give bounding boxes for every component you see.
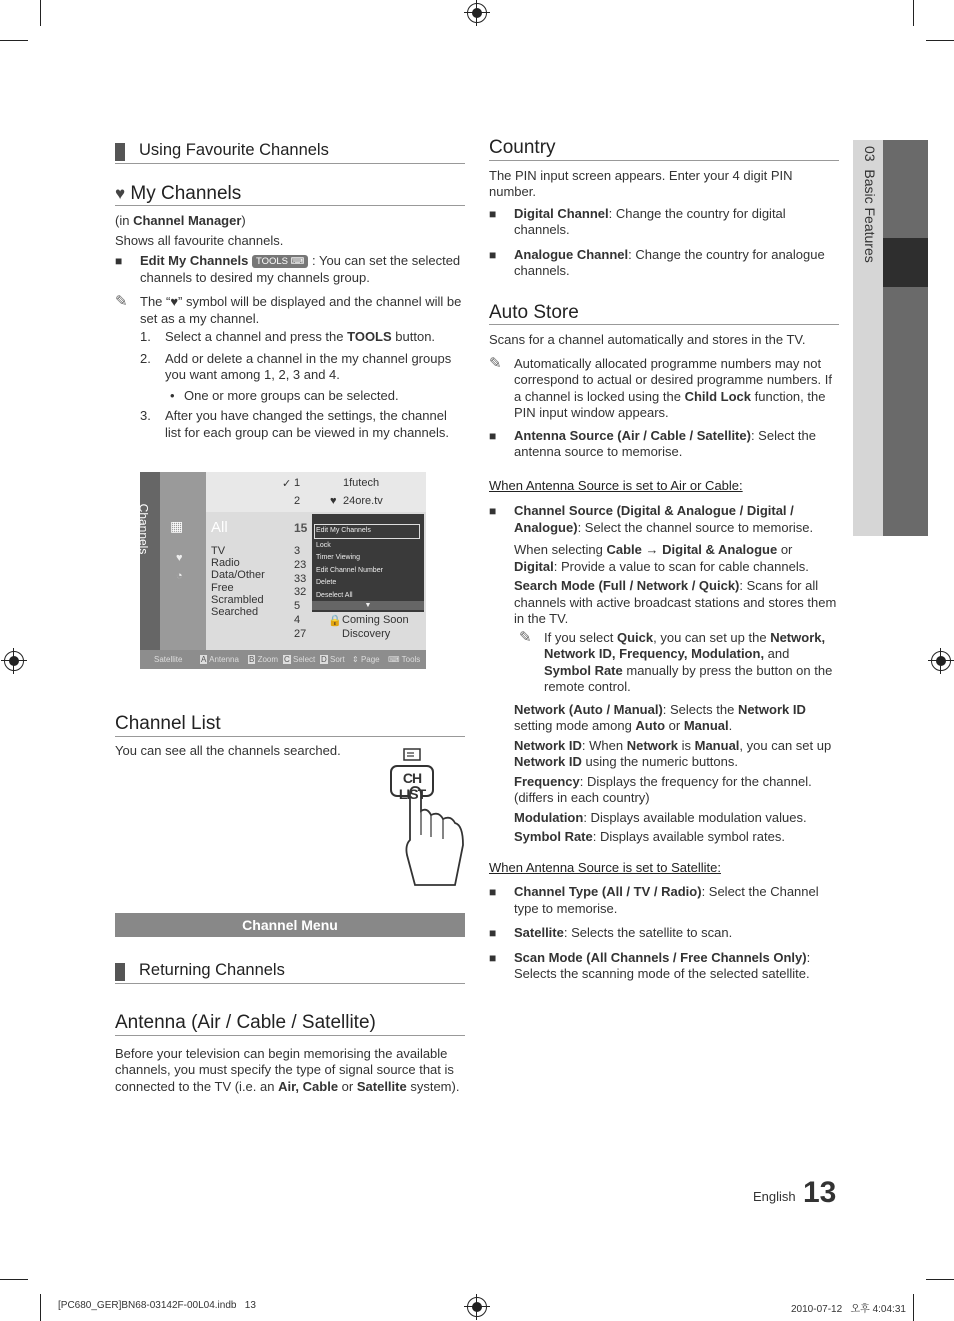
channel-1futech: 1futech [343, 477, 380, 489]
heart-icon: ♥ [115, 183, 126, 203]
scan-mode-item: ■ Scan Mode (All Channels / Free Channels Only): Selects the scanning mode of the selected satellite. [489, 950, 839, 983]
chapter-tab-dark [883, 140, 928, 536]
antenna-source-item: ■ Antenna Source (Air / Cable / Satellite): Select the antenna source to memorise. [489, 428, 839, 461]
section-using-favourite: Using Favourite Channels [115, 140, 465, 164]
channel-list-desc: You can see all the channels searched. [115, 742, 341, 758]
channel-list-screen [136, 472, 426, 669]
right-column [489, 137, 839, 983]
category-list: TV Radio Data/Other Free Scrambled Searched [211, 545, 265, 619]
my-channels-heading [115, 182, 465, 207]
air-cable-heading: When Antenna Source is set to Air or Cable: [489, 477, 743, 493]
satellite-heading: When Antenna Source is set to Satellite: [489, 859, 721, 875]
tv-icon: ▦ [170, 518, 184, 534]
registration-mark-icon [467, 1297, 487, 1317]
popup-edit-channel-number[interactable]: Edit Channel Number [316, 567, 383, 574]
chapter-title: Basic Features [862, 169, 878, 263]
analogue-channel-item: ■ Analogue Channel: Change the country for analogue channels. [489, 247, 839, 280]
heart-icon: ♥ [330, 495, 337, 507]
step-3: 3. After you have changed the settings, the channel list for each group can be viewed in my channels. [140, 408, 449, 440]
antenna-desc: Before your television can begin memorising the available channels, you must specify the type of signal source that is connected to the TV (i.e. an Air, Cable or Satellite system). [115, 1045, 460, 1094]
country-desc: The PIN input screen appears. Enter your 4 digit PIN number. [489, 167, 793, 199]
footer-date: 2010-07-12 오후 4:04:31 [791, 1304, 906, 1315]
screen-side-bar [136, 472, 160, 650]
screen-main: All 15 TV Radio Data/Other Free Scrambled Searched 3 23 33 32 5 4 27 🔒 Coming Soon Discovery [206, 512, 426, 650]
crop-mark [926, 1279, 954, 1280]
satellite-item: ■ Satellite: Selects the satellite to scan. [489, 925, 839, 942]
note-pencil-icon: ✎ [115, 293, 128, 310]
network-mode-item: Network (Auto / Manual): Selects the Network ID setting mode among Auto or Manual. [514, 701, 806, 733]
channel-list-heading: Channel List [115, 716, 465, 737]
crop-mark [0, 1279, 28, 1280]
note-pencil-icon: ✎ [519, 628, 532, 646]
step-2: 2. Add or delete a channel in the my channel groups you want among 1, 2, 3 and 4. [140, 350, 452, 382]
updown-icon: ⇕ [352, 655, 359, 664]
step-2-sub: • One or more groups can be selected. [115, 388, 465, 405]
digital-channel-item: ■ Digital Channel: Change the country for digital channels. [489, 206, 839, 239]
channel-source-item: ■ Channel Source (Digital & Analogue / Digital / Analogue): Select the channel source to memorise. [489, 503, 839, 536]
returning-section [115, 960, 465, 984]
antenna-section [115, 1012, 465, 1095]
edit-my-channels-item: ■ Edit My Channels TOOLS ⌨ : You can set the selected channels to desired my channels group. [115, 253, 465, 286]
ch-list-label: CH LIST [398, 770, 426, 802]
check-icon: ✓ [282, 478, 292, 490]
note-pencil-icon: ✎ [489, 354, 502, 372]
my-channels-title: My Channels [130, 182, 242, 204]
heart-note: ✎ The “♥” symbol will be displayed and the channel will be set as a my channel. [115, 293, 462, 326]
screen-bottom-bar: Satellite A Antenna B Zoom C Select D Sort ⇕ Page ⌨ Tools [140, 650, 426, 669]
popup-delete[interactable]: Delete [316, 579, 337, 586]
category-all: All [211, 519, 228, 536]
symbol-rate-item: Symbol Rate: Displays available symbol rates. [514, 829, 785, 844]
chapter-label [862, 146, 878, 263]
search-mode-item: Search Mode (Full / Network / Quick): Scans for all channels with active broadcast stations and stores them in the TV. [514, 578, 837, 626]
auto-store-desc: Scans for a channel automatically and stores in the TV. [489, 332, 806, 347]
popup-lock[interactable]: Lock [316, 542, 331, 549]
screen-side-label: Channels [136, 503, 151, 555]
crop-mark [913, 1294, 914, 1321]
crop-mark [40, 0, 41, 26]
crop-mark [0, 40, 28, 41]
tools-icon: ⌨ [388, 655, 400, 664]
crop-mark [913, 0, 914, 26]
tools-popup-menu [312, 514, 424, 612]
step-1: 1. Select a channel and press the TOOLS button. [140, 329, 436, 344]
clock-icon: ◔ [176, 570, 183, 582]
channel-24ore: 24ore.tv [343, 495, 383, 507]
chapter-tab-marker [883, 238, 928, 287]
heart-icon: ♥ [176, 552, 183, 564]
country-heading: Country [489, 140, 839, 161]
lock-icon: 🔒 [328, 615, 342, 627]
screen-top-rows: ✓ 1 1futech 2 ♥ 24ore.tv [206, 472, 426, 512]
network-id-item: Network ID: When Network is Manual, you can set up Network ID using the numeric buttons. [514, 737, 832, 769]
popup-scroll-down-icon[interactable]: ▼ [312, 601, 424, 610]
list-icon [404, 749, 420, 760]
popup-timer-viewing[interactable]: Timer Viewing [316, 554, 360, 561]
remote-hand-illustration [385, 745, 467, 890]
channel-manager-path: (in Channel Manager) [115, 213, 246, 228]
channel-type-item: ■ Channel Type (All / TV / Radio): Select the Channel type to memorise. [489, 884, 839, 917]
page-number: 13 [803, 1176, 837, 1209]
crop-mark [40, 1294, 41, 1321]
chapter-number: 03 [862, 146, 878, 162]
modulation-item: Modulation: Displays available modulation values. [514, 809, 807, 825]
popup-edit-my-channels[interactable]: Edit My Channels [316, 527, 371, 534]
when-selecting-cable: When selecting Cable → Digital & Analogue or Digital: Provide a value to scan for cable channels. [514, 542, 809, 574]
frequency-item: Frequency: Displays the frequency for the channel. (differs in each country) [514, 773, 812, 805]
registration-mark-icon [4, 651, 24, 671]
registration-mark-icon [467, 3, 487, 23]
crop-mark [926, 40, 954, 41]
returning-channels-heading: Returning Channels [115, 960, 465, 984]
antenna-heading: Antenna (Air / Cable / Satellite) [115, 1015, 465, 1036]
quick-note: ✎ If you select Quick, you can set up the Network, Network ID, Frequency, Modulation, and Symbol Rate manually by press the button on the remote control. [519, 628, 833, 694]
popup-deselect-all[interactable]: Deselect All [316, 592, 353, 599]
tools-badge: TOOLS ⌨ [252, 255, 308, 268]
auto-store-heading: Auto Store [489, 305, 839, 326]
footer-file-info: [PC680_GER]BN68-03142F-00L04.indb 13 [58, 1300, 256, 1311]
left-column [115, 140, 465, 441]
channel-menu-banner: Channel Menu [115, 913, 465, 937]
my-channels-desc: Shows all favourite channels. [115, 232, 284, 248]
auto-store-note: ✎ Automatically allocated programme numbers may not correspond to actual or desired programme numbers. If a channel is locked using the Child Lock function, the PIN input window appears. [489, 354, 832, 420]
screen-icon-column [160, 472, 206, 650]
channel-numbers: 3 23 33 32 5 4 27 [294, 545, 307, 640]
registration-mark-icon [931, 651, 951, 671]
page-language: English [753, 1189, 796, 1204]
